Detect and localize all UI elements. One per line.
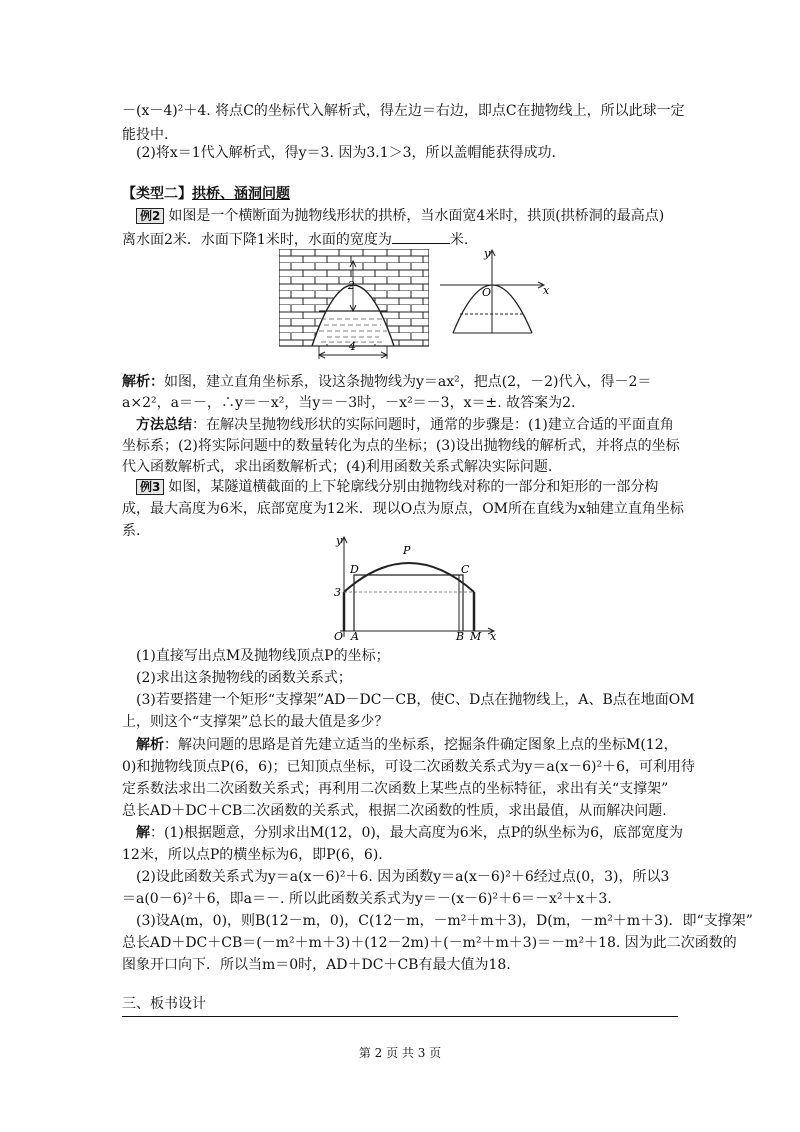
text-line: 图象开口向下．所以当m＝0时，AD＋DC＋CB有最大值为18. (122, 957, 511, 973)
origin-label: O (334, 630, 344, 643)
text-line: 系. (122, 523, 141, 539)
divider-line (122, 1016, 678, 1017)
text-line: 总长AD＋DC＋CB＝(－m²＋m＋3)＋(12－2m)＋(－m²＋m＋3)＝－m²＋18. 因为此二次函数的 (122, 935, 737, 951)
example-3-line (136, 477, 692, 497)
origin-label: O (482, 286, 492, 299)
text-line: 12米，所以点P的横坐标为6，即P(6，6). (122, 847, 383, 863)
solution-label: 解析： (122, 374, 164, 390)
method-label: 方法总结 (136, 417, 192, 433)
example-tag: 例3 (136, 479, 164, 495)
width-label: 4 (349, 340, 356, 353)
example-tag: 例2 (136, 208, 164, 224)
example-2-line (122, 229, 678, 250)
example-2-line (136, 206, 692, 226)
text: 如图，建立直角坐标系，设这条抛物线为y＝ax²，把点(2，－2)代入，得－2＝ (164, 374, 652, 390)
text-line: －(x－4)²＋4. 将点C的坐标代入解析式，得左边＝右边，即点C在抛物线上，所以此球一定 (122, 103, 685, 119)
text: ：在解决呈抛物线形状的实际问题时，通常的步骤是：(1)建立合适的平面直角 (192, 417, 674, 433)
x-axis-label: x (490, 630, 497, 643)
text-line: 上，则这个“支撑架”总长的最大值是多少？ (122, 714, 389, 730)
text-line: 代入函数解析式，求出函数解析式；(4)利用函数关系式解决实际问题. (122, 459, 553, 475)
question-2: (2)求出这条抛物线的函数关系式； (136, 670, 352, 686)
vertex-label-p: P (403, 544, 411, 557)
solution-3-line (136, 735, 692, 755)
text: 如图是一个横断面为抛物线形状的拱桥，当水面宽4米时，拱顶(拱桥洞的最高点) (168, 208, 665, 224)
arch-bridge-figure (279, 249, 429, 362)
text-line: 定系数法求出二次函数关系式；再利用二次函数上某些点的坐标特征，求出有关“支撑架” (122, 781, 669, 797)
section-title: 拱桥、涵洞问题 (192, 186, 290, 202)
point-label-d: D (350, 563, 359, 576)
tunnel-figure (330, 533, 505, 643)
answer-blank (392, 229, 450, 244)
text-line: 能投中. (122, 127, 169, 143)
text-line: ＝a(0－6)²＋6，即a＝－. 所以此函数关系式为y＝－(x－6)²＋6＝－x²＋x＋3. (122, 891, 612, 907)
section-bracket: 【类型二】 (122, 186, 192, 202)
question-3: (3)若要搭建一个矩形“支撑架”AD－DC－CB，使C、D点在抛物线上，A、B点在地面OM (136, 692, 695, 708)
point-label-b: B (456, 630, 465, 643)
text: 米. (449, 232, 469, 248)
text: 如图，某隧道横截面的上下轮廓线分别由抛物线对称的一部分和矩形的一部分构 (168, 479, 659, 495)
y-axis-label: y (336, 534, 343, 547)
text-line: (3)设A(m，0)，则B(12－m，0)，C(12－m，－m²＋m＋3)，D(m，－m²＋m＋3)．即“支撑架” (136, 913, 753, 929)
text-line: 0)和抛物线顶点P(6，6)；已知顶点坐标，可设二次函数关系式为y＝a(x－6)²＋6，可利用待 (122, 759, 696, 775)
solution-label: 解析 (136, 737, 164, 753)
point-label-a: A (351, 630, 359, 643)
text: ：(1)根据题意，分别求出M(12，0)，最大高度为6米，点P的纵坐标为6，底部宽度为 (150, 825, 684, 841)
point-label-m: M (470, 630, 482, 643)
text-line: 总长AD＋DC＋CB二次函数的关系式，根据二次函数的性质，求出最值，从而解决问题. (122, 803, 667, 819)
text-line: (2)设此函数关系式为y＝a(x－6)²＋6. 因为函数y＝a(x－6)²＋6经过点(0，3)，所以3 (136, 869, 670, 885)
height-label-3: 3 (334, 586, 341, 599)
question-1: (1)直接写出点M及抛物线顶点P的坐标； (136, 648, 390, 664)
text-line: (2)将x＝1代入解析式，得y＝3. 因为3.1＞3，所以盖帽能获得成功. (136, 145, 556, 161)
parabola-axes-figure (440, 245, 555, 335)
text-line: 坐标系；(2)将实际问题中的数量转化为点的坐标；(3)设出抛物线的解析式，并将点的坐标 (122, 438, 680, 454)
text-line: a×2²，a＝－，∴y＝－x²，当y＝－3时，－x²＝－3，x＝±. 故答案为2. (122, 395, 576, 411)
text-line: 成，最大高度为6米，底部宽度为12米．现以O点为原点，OM所在直线为x轴建立直角坐标 (122, 501, 684, 517)
answer-label: 解 (136, 825, 150, 841)
page-footer: 第 2 页 共 3 页 (358, 1046, 442, 1060)
height-label: 2 (348, 279, 355, 292)
text: 离水面2米．水面下降1米时，水面的宽度为 (122, 232, 392, 248)
solution-2-line (122, 372, 678, 392)
answer-line (136, 823, 692, 843)
section-heading (122, 184, 678, 204)
method-summary-line (136, 415, 692, 435)
point-label-c: C (461, 563, 470, 576)
text: ：解决问题的思路是首先建立适当的坐标系，挖掘条件确定图象上点的坐标M(12， (164, 737, 678, 753)
y-axis-label: y (484, 247, 491, 260)
x-axis-label: x (543, 284, 550, 297)
section-heading: 三、板书设计 (122, 996, 206, 1012)
